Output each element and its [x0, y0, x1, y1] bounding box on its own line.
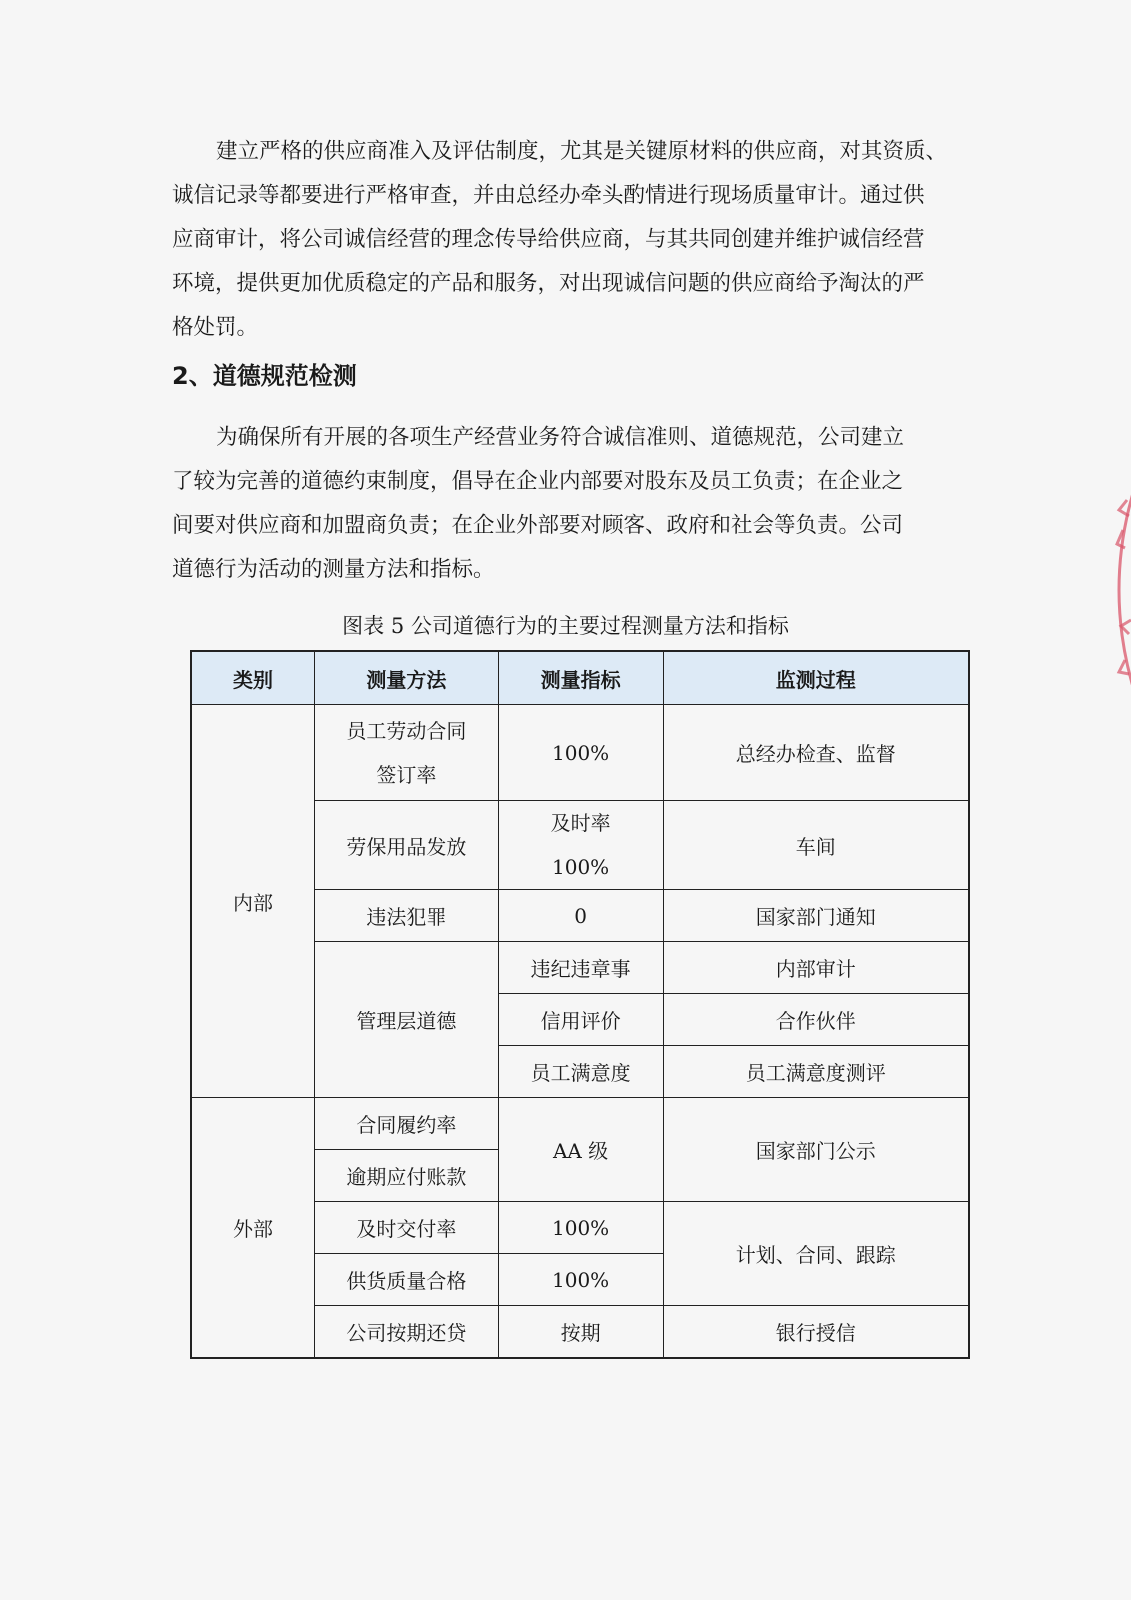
metric-cell: 员工满意度: [498, 1046, 663, 1098]
metric-cell: 100%: [498, 705, 663, 801]
monitor-cell: 计划、合同、跟踪: [663, 1202, 969, 1306]
ethics-metrics-table: [190, 650, 970, 1359]
cell-line: 签订率: [376, 762, 437, 787]
monitor-cell: 车间: [663, 801, 969, 890]
table-row: [191, 1098, 969, 1150]
monitor-cell: 内部审计: [663, 942, 969, 994]
metric-cell: 0: [498, 890, 663, 942]
metric-cell: 按期: [498, 1306, 663, 1358]
method-cell: 合同履约率: [315, 1098, 499, 1150]
metric-cell: 违纪违章事: [498, 942, 663, 994]
monitor-cell: 国家部门通知: [663, 890, 969, 942]
monitor-cell: 银行授信: [663, 1306, 969, 1358]
paragraph-supplier-audit: [172, 130, 962, 350]
table-row: [191, 705, 969, 801]
method-cell: 劳保用品发放: [315, 801, 499, 890]
table-header-row: [191, 651, 969, 705]
cell-line: 100%: [552, 855, 610, 879]
header-metric: 测量指标: [498, 651, 663, 705]
text-line: 间要对供应商和加盟商负责；在企业外部要对顾客、政府和社会等负责。公司: [172, 513, 904, 538]
method-cell: 供货质量合格: [315, 1254, 499, 1306]
metric-cell: 100%: [498, 1202, 663, 1254]
header-method: 测量方法: [315, 651, 499, 705]
text-line: 了较为完善的道德约束制度，倡导在企业内部要对股东及员工负责；在企业之: [172, 469, 904, 494]
cell-line: 员工劳动合同: [346, 718, 467, 743]
method-cell: 公司按期还贷: [315, 1306, 499, 1358]
monitor-cell: 国家部门公示: [663, 1098, 969, 1202]
table-caption: 图表 5 公司道德行为的主要过程测量方法和指标: [342, 614, 789, 638]
metric-cell: AA 级: [498, 1098, 663, 1202]
section-heading: 2、道德规范检测: [172, 362, 357, 390]
text-line: 格处罚。: [172, 315, 259, 340]
metric-cell: 信用评价: [498, 994, 663, 1046]
text-line: 道德行为活动的测量方法和指标。: [172, 557, 495, 582]
header-category: 类别: [191, 651, 315, 705]
monitor-cell: 总经办检查、监督: [663, 705, 969, 801]
category-internal: 内部: [191, 705, 315, 1098]
method-cell: 管理层道德: [315, 942, 499, 1098]
header-monitor: 监测过程: [663, 651, 969, 705]
text-line: 为确保所有开展的各项生产经营业务符合诚信准则、道德规范，公司建立: [216, 425, 905, 450]
text-line: 环境，提供更加优质稳定的产品和服务，对出现诚信问题的供应商给予淘汰的严: [172, 271, 925, 296]
method-cell: 逾期应付账款: [315, 1150, 499, 1202]
method-cell: [315, 705, 499, 801]
metric-cell: 100%: [498, 1254, 663, 1306]
metric-cell: [498, 801, 663, 890]
monitor-cell: 合作伙伴: [663, 994, 969, 1046]
method-cell: 违法犯罪: [315, 890, 499, 942]
seal-stamp-partial: [1097, 470, 1131, 710]
text-line: 应商审计，将公司诚信经营的理念传导给供应商，与其共同创建并维护诚信经营: [172, 227, 925, 252]
text-line: 建立严格的供应商准入及评估制度，尤其是关键原材料的供应商，对其资质、: [216, 139, 948, 164]
cell-line: 及时率: [550, 811, 611, 835]
text-line: 诚信记录等都要进行严格审查，并由总经办牵头酌情进行现场质量审计。通过供: [172, 183, 925, 208]
category-external: 外部: [191, 1098, 315, 1358]
paragraph-ethics: [172, 416, 962, 592]
method-cell: 及时交付率: [315, 1202, 499, 1254]
monitor-cell: 员工满意度测评: [663, 1046, 969, 1098]
